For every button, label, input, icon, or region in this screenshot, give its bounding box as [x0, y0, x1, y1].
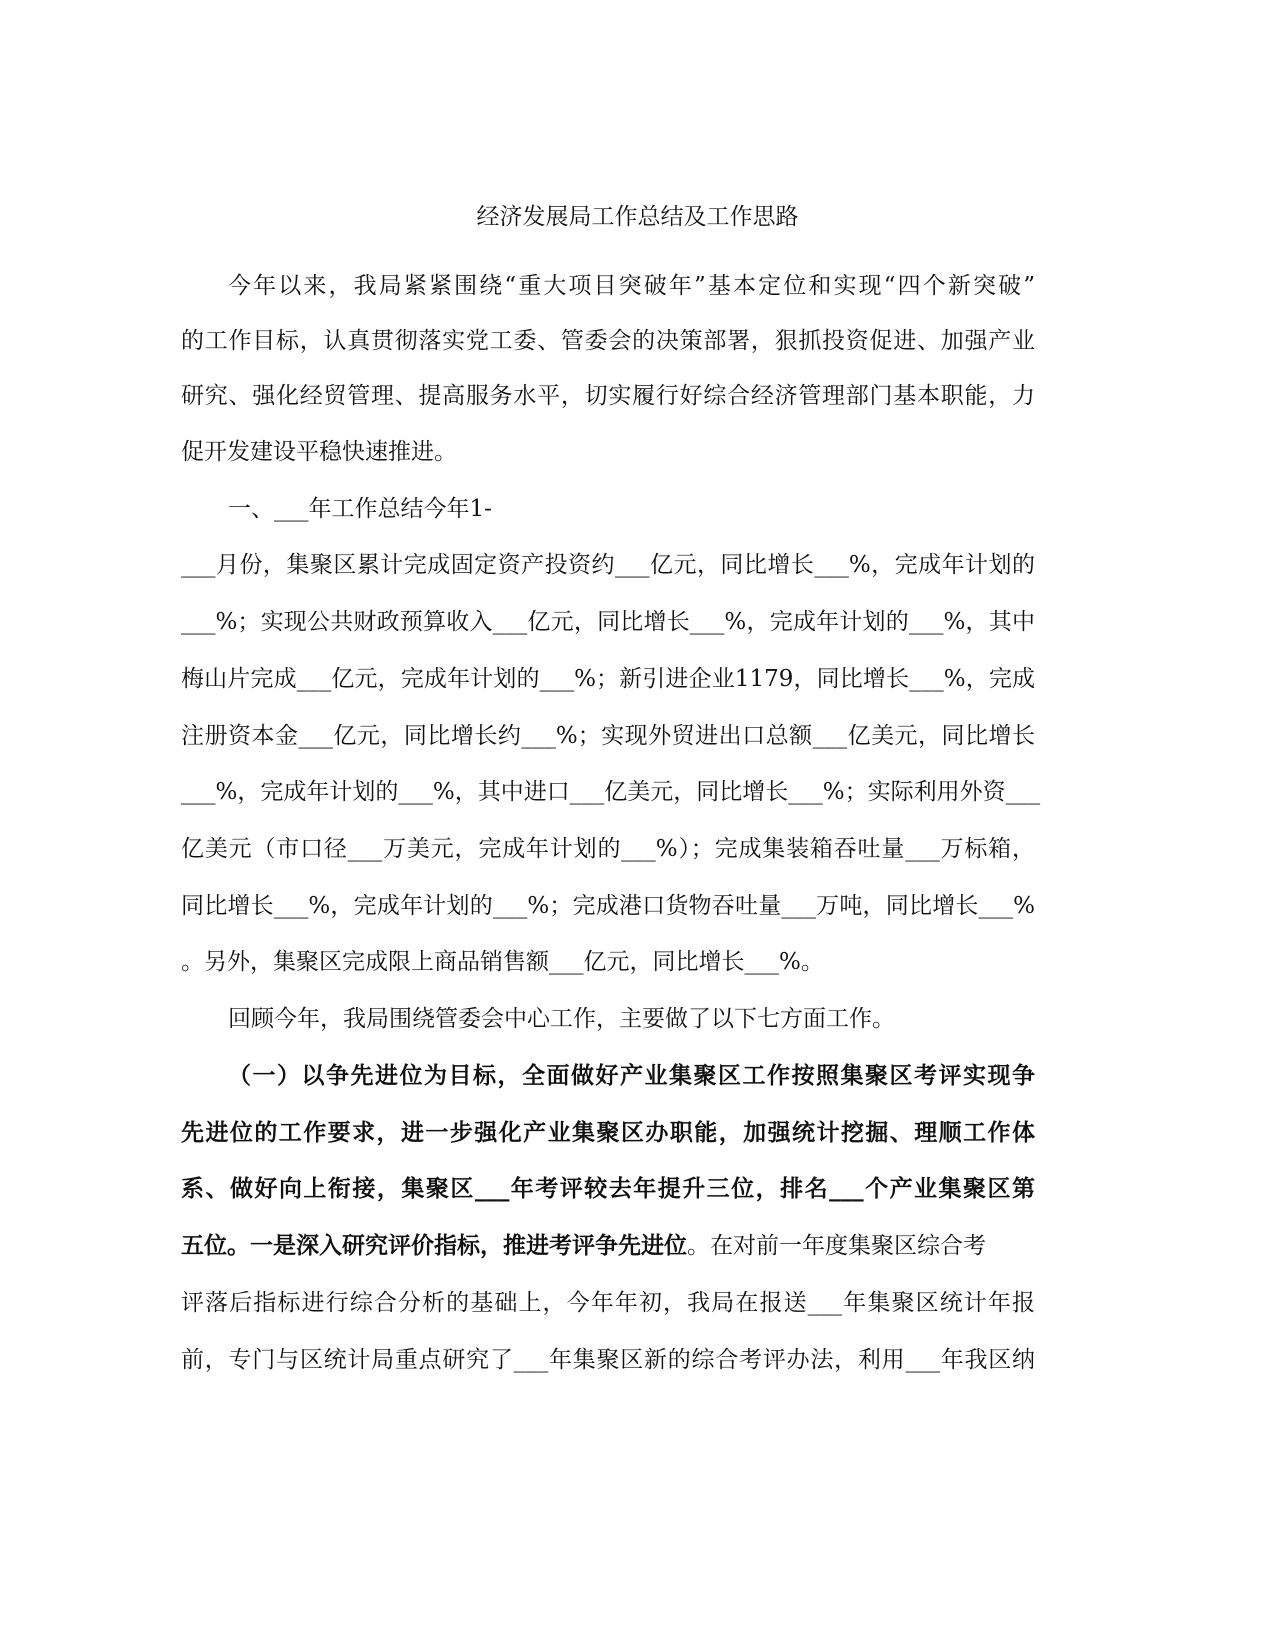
- paragraph-line: 的工作目标，认真贯彻落实党工委、管委会的决策部署，狠抓投资促进、加强产业: [181, 328, 1035, 354]
- section-heading-line: 一、___年工作总结今年1-: [228, 496, 492, 522]
- subsection-heading-line: 先进位的工作要求，进一步强化产业集聚区办职能，加强统计挖掘、理顺工作体: [181, 1119, 1035, 1146]
- paragraph-line: ___%；实现公共财政预算收入___亿元，同比增长___%，完成年计划的___%，其中: [181, 609, 1035, 635]
- paragraph-line: 评落后指标进行综合分析的基础上，今年年初，我局在报送___年集聚区统计年报: [181, 1290, 1035, 1316]
- normal-text: 。在对前一年度集聚区综合考: [687, 1233, 986, 1259]
- paragraph-line: 前，专门与区统计局重点研究了___年集聚区新的综合考评办法，利用___年我区纳: [181, 1347, 1035, 1373]
- paragraph-line: 促开发建设平稳快速推进。: [181, 439, 457, 465]
- paragraph-line: 回顾今年，我局围绕管委会中心工作，主要做了以下七方面工作。: [228, 1006, 895, 1032]
- paragraph-line: 同比增长___%，完成年计划的___%；完成港口货物吞吐量___万吨，同比增长___%: [181, 893, 1035, 919]
- paragraph-line: 梅山片完成___亿元，完成年计划的___%；新引进企业1179，同比增长___%，完成: [181, 666, 1035, 692]
- paragraph-line: 亿美元（市口径___万美元，完成年计划的___%）；完成集装箱吞吐量___万标箱，: [181, 836, 1035, 862]
- subsection-heading-line: （一）以争先进位为目标，全面做好产业集聚区工作按照集聚区考评实现争: [228, 1062, 1035, 1089]
- paragraph-line: ___%，完成年计划的___%，其中进口___亿美元，同比增长___%；实际利用外资___: [181, 779, 1041, 805]
- paragraph-line: 研究、强化经贸管理、提高服务水平，切实履行好综合经济管理部门基本职能，力: [181, 383, 1035, 409]
- bold-lead-text: 五位。一是深入研究评价指标，推进考评争先进位: [181, 1232, 687, 1259]
- paragraph-line-mixed: [181, 1231, 986, 1261]
- paragraph-line: 今年以来，我局紧紧围绕“重大项目突破年”基本定位和实现“四个新突破”: [228, 273, 1035, 299]
- document-title: 经济发展局工作总结及工作思路: [476, 204, 799, 230]
- paragraph-line: ___月份，集聚区累计完成固定资产投资约___亿元，同比增长___%，完成年计划的: [181, 552, 1035, 578]
- paragraph-line: 。另外，集聚区完成限上商品销售额___亿元，同比增长___%。: [181, 949, 824, 975]
- subsection-heading-line: 系、做好向上衔接，集聚区___年考评较去年提升三位，排名___个产业集聚区第: [181, 1175, 1035, 1202]
- paragraph-line: 注册资本金___亿元，同比增长约___%；实现外贸进出口总额___亿美元，同比增长: [181, 723, 1035, 749]
